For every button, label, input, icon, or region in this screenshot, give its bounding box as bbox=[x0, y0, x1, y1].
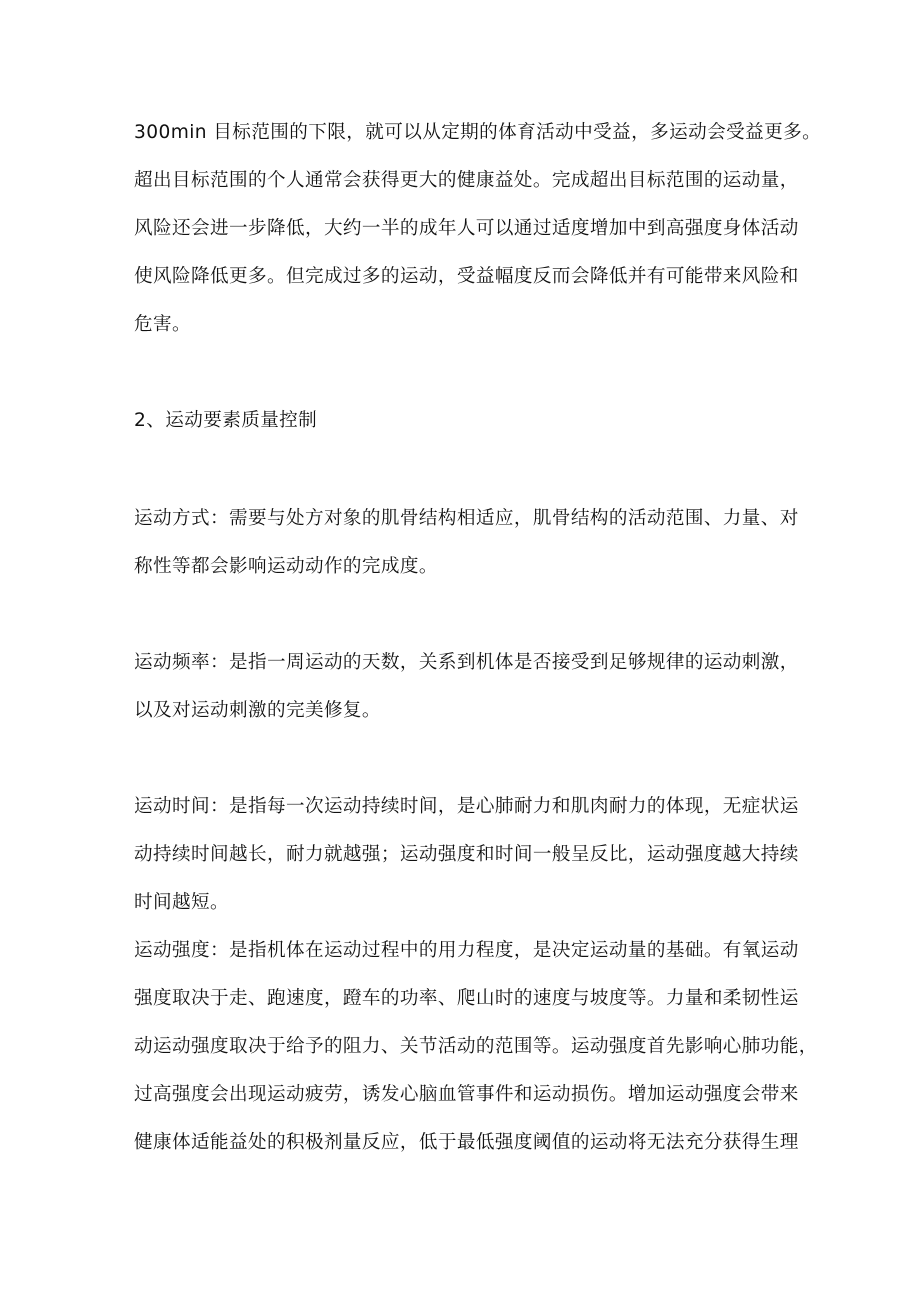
heading-text: 2、运动要素质量控制 bbox=[134, 410, 318, 431]
text-line: 300min 目标范围的下限，就可以从定期的体育活动中受益，多运动会受益更多。 bbox=[134, 122, 822, 143]
text-line: 危害。 bbox=[134, 314, 191, 335]
text-line: 称性等都会影响运动动作的完成度。 bbox=[134, 556, 438, 577]
text-line: 过高强度会出现运动疲劳，诱发心脑血管事件和运动损伤。增加运动强度会带来 bbox=[134, 1084, 799, 1105]
text-line: 动运动强度取决于给予的阻力、关节活动的范围等。运动强度首先影响心肺功能， bbox=[134, 1036, 818, 1057]
text-line: 运动频率：是指一周运动的天数，关系到机体是否接受到足够规律的运动刺激， bbox=[134, 652, 799, 673]
text-line: 以及对运动刺激的完美修复。 bbox=[134, 700, 381, 721]
text-line: 运动方式：需要与处方对象的肌骨结构相适应，肌骨结构的活动范围、力量、对 bbox=[134, 508, 799, 529]
text-line: 使风险降低更多。但完成过多的运动，受益幅度反而会降低并有可能带来风险和 bbox=[134, 266, 799, 287]
text-line: 运动时间：是指每一次运动持续时间，是心肺耐力和肌肉耐力的体现，无症状运 bbox=[134, 796, 799, 817]
text-line: 风险还会进一步降低，大约一半的成年人可以通过适度增加中到高强度身体活动 bbox=[134, 218, 799, 239]
text-line: 时间越短。 bbox=[134, 892, 229, 913]
text-line: 超出目标范围的个人通常会获得更大的健康益处。完成超出目标范围的运动量， bbox=[134, 170, 799, 191]
text-line: 运动强度：是指机体在运动过程中的用力程度，是决定运动量的基础。有氧运动 bbox=[134, 940, 799, 961]
text-line: 强度取决于走、跑速度，蹬车的功率、爬山时的速度与坡度等。力量和柔韧性运 bbox=[134, 988, 799, 1009]
text-line: 健康体适能益处的积极剂量反应，低于最低强度阈值的运动将无法充分获得生理 bbox=[134, 1132, 799, 1153]
text-line: 动持续时间越长，耐力就越强；运动强度和时间一般呈反比，运动强度越大持续 bbox=[134, 844, 799, 865]
